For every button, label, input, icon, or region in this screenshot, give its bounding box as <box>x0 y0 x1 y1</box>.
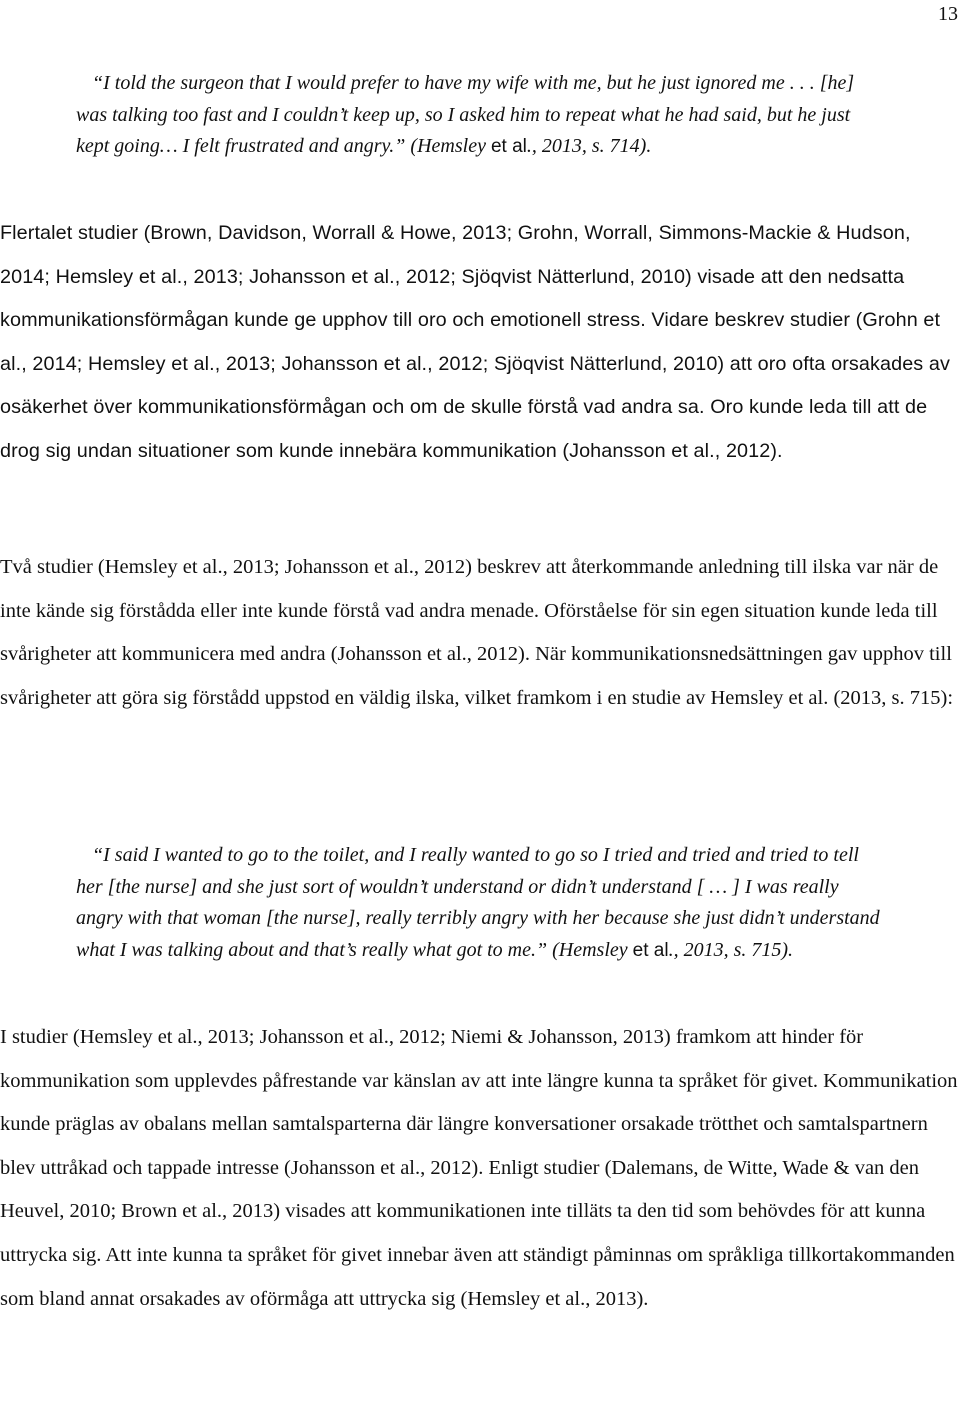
quote-etal: et al <box>490 136 527 157</box>
paragraph-anxiety: Flertalet studier (Brown, Davidson, Worrall & Howe, 2013; Grohn, Worrall, Simmons-Mackie & Hudson, 2014; Hemsley et al., 2013; Johansson et al., 2012; Sjöqvist Nätterlund, 2010) visade att den nedsatta kommunikationsförmågan kunde ge upphov till oro och emotionell stress. Vidare beskrev studier (Grohn et al., 2014; Hemsley et al., 2013; Johansson et al., 2012; Sjöqvist Nätterlund, 2010) att oro ofta orsakades av osäkerhet över kommunikationsförmågan och om de skulle förstå vad andra sa. Oro kunde leda till att de drog sig undan situationer som kunde innebära kommunikation (Johansson et al., 2012). <box>0 222 950 462</box>
paragraph-barriers: I studier (Hemsley et al., 2013; Johansson et al., 2012; Niemi & Johansson, 2013) framkom att hinder för kommunikation som upplevdes påfrestande var känslan av att inte längre kunna ta språket för givet. Kommunikation kunde präglas av obalans mellan samtalsparterna där längre konversationer orsakade trötthet och samtalspartnern blev uttråkad och tappade intresse (Johansson et al., 2012). Enligt studier (Dalemans, de Witte, Wade & van den Heuvel, 2010; Brown et al., 2013) visades att kommunikationen inte tilläts ta den tid som behövdes för att kunna uttrycka sig. Att inte kunna ta språket för givet innebar även att ständigt påminnas om språkliga tillkortakommanden som bland annat orsakades av oförmåga att uttrycka sig (Hemsley et al., 2013). <box>0 1026 958 1310</box>
paragraph-anger: Två studier (Hemsley et al., 2013; Johansson et al., 2012) beskrev att återkommande anledning till ilska var när de inte kände sig förstådda eller inte kunde förstå vad andra menade. Oförståelse för sin egen situation kunde leda till svårigheter att kommunicera med andra (Johansson et al., 2012). När kommunikationsnedsättningen gav upphov till svårigheter att göra sig förstådd uppstod en väldig ilska, vilket framkom i en studie av Hemsley et al. (2013, s. 715): <box>0 556 954 709</box>
quote-open-mark: “ <box>92 844 104 866</box>
quote-citation: ., 2013, s. 715). <box>668 938 794 961</box>
block-quote-surgeon <box>76 68 888 163</box>
block-quote-toilet <box>76 840 888 966</box>
quote-etal: et al <box>632 939 669 961</box>
quote-text: I told the surgeon that I would prefer to have my wife with me, but he just ignored me . . . [he] was talking too fast and I couldn’t keep up, so I asked him to repeat what he had said, but he just kept going… I felt frustrated and angry.” (Hemsley <box>76 72 855 157</box>
page-number: 13 <box>938 3 958 25</box>
quote-text: I said I wanted to go to the toilet, and I really wanted to go so I tried and tried and tried to tell her [the nurse] and she just sort of wouldn’t understand or didn’t understand [ … ] I was really angry with that woman [the nurse], really terribly angry with her because she just didn’t understand what I was talking about and that’s really what got to me.” (Hemsley <box>76 844 880 961</box>
quote-open-mark: “ <box>92 72 104 94</box>
quote-citation: ., 2013, s. 714). <box>526 135 652 157</box>
